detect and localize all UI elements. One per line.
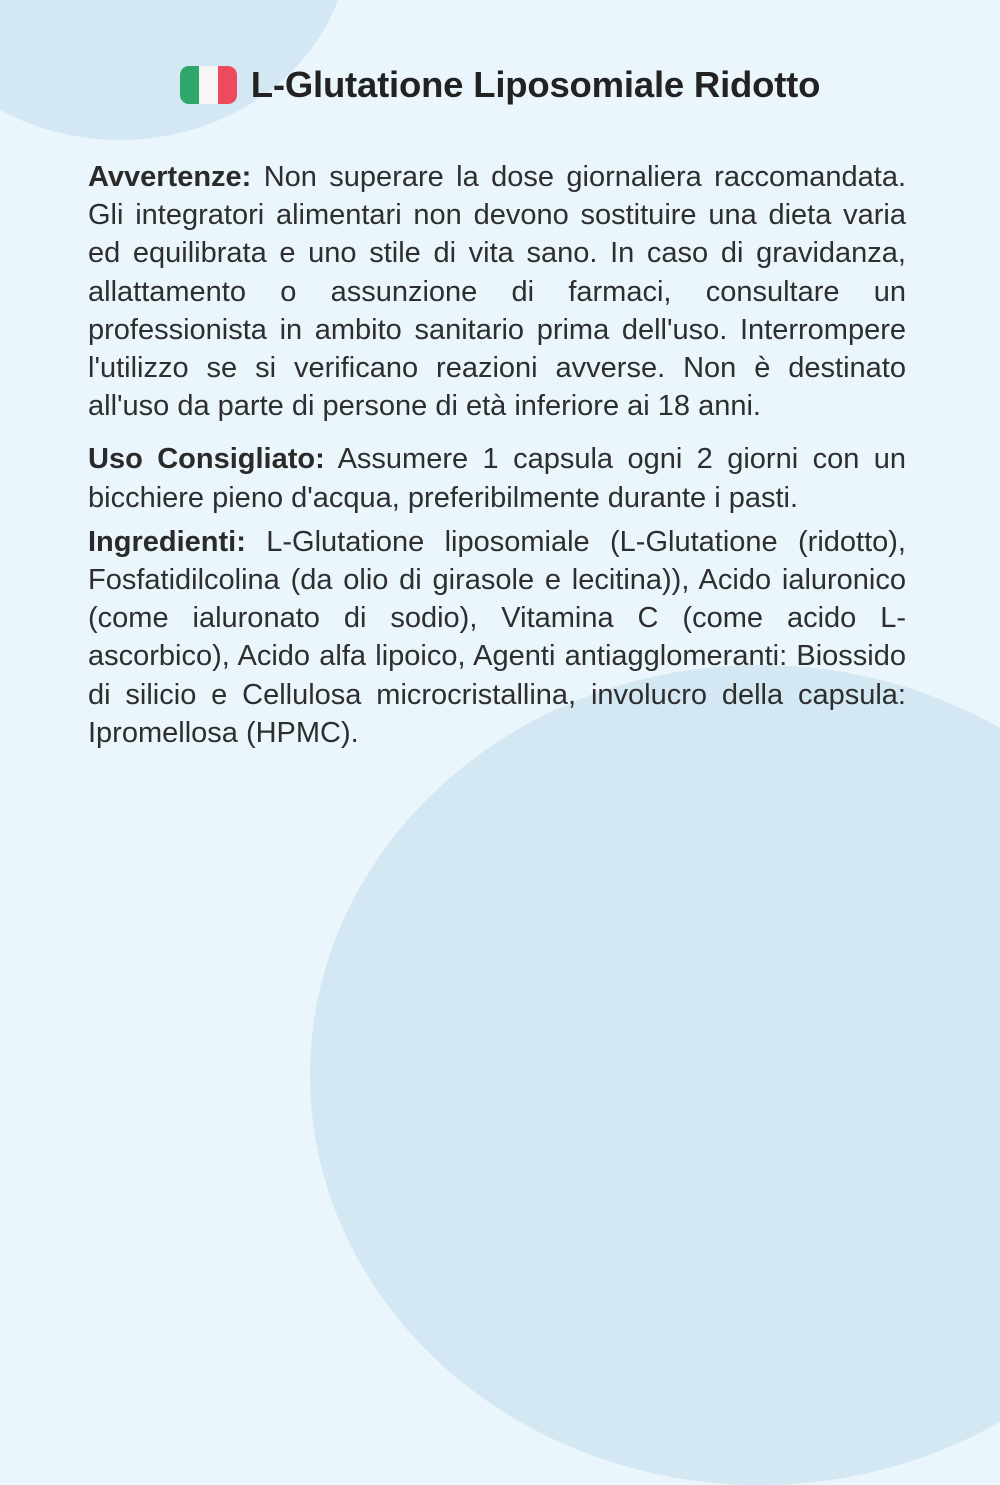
page-title: L-Glutatione Liposomiale Ridotto: [250, 64, 821, 105]
page-header: [0, 64, 1000, 106]
ingredients-section: [88, 523, 906, 752]
ingredients-label: Ingredienti:: [88, 525, 246, 558]
italy-flag-icon: [180, 66, 237, 104]
flag-green-stripe: [180, 66, 199, 104]
usage-label: Uso Consigliato:: [88, 443, 325, 476]
usage-section: [88, 440, 906, 516]
warnings-label: Avvertenze:: [88, 161, 252, 193]
product-info: [88, 158, 906, 752]
usage-text: Assumere 1 capsula ogni 2 giorni con un bicchiere pieno d'acqua, preferibilmente durante i pasti.: [88, 443, 906, 514]
warnings-section: [88, 158, 906, 425]
flag-red-stripe: [218, 66, 237, 104]
ingredients-text: L-Glutatione liposomiale (L-Glutatione (ridotto), Fosfatidilcolina (da olio di girasole e lecitina)), Acido ialuronico (come ialuronato di sodio), Vitamina C (come acido L-ascorbico), Acido alfa lipoico, Agenti antiagglomeranti: Biossido di silicio e Cellulosa microcristallina, involucro della capsula: Ipromellosa (HPMC).: [88, 525, 906, 749]
decorative-circle-bottom: [310, 665, 1000, 1485]
flag-white-stripe: [199, 66, 218, 104]
warnings-text: Non superare la dose giornaliera raccomandata. Gli integratori alimentari non devono sostituire una dieta varia ed equilibrata e uno stile di vita sano. In caso di gravidanza, allattamento o assunzione di farmaci, consultare un professionista in ambito sanitario prima dell'uso. Interrompere l'utilizzo se si verificano reazioni avverse. Non è destinato all'uso da parte di persone di età inferiore ai 18 anni.: [88, 161, 906, 423]
